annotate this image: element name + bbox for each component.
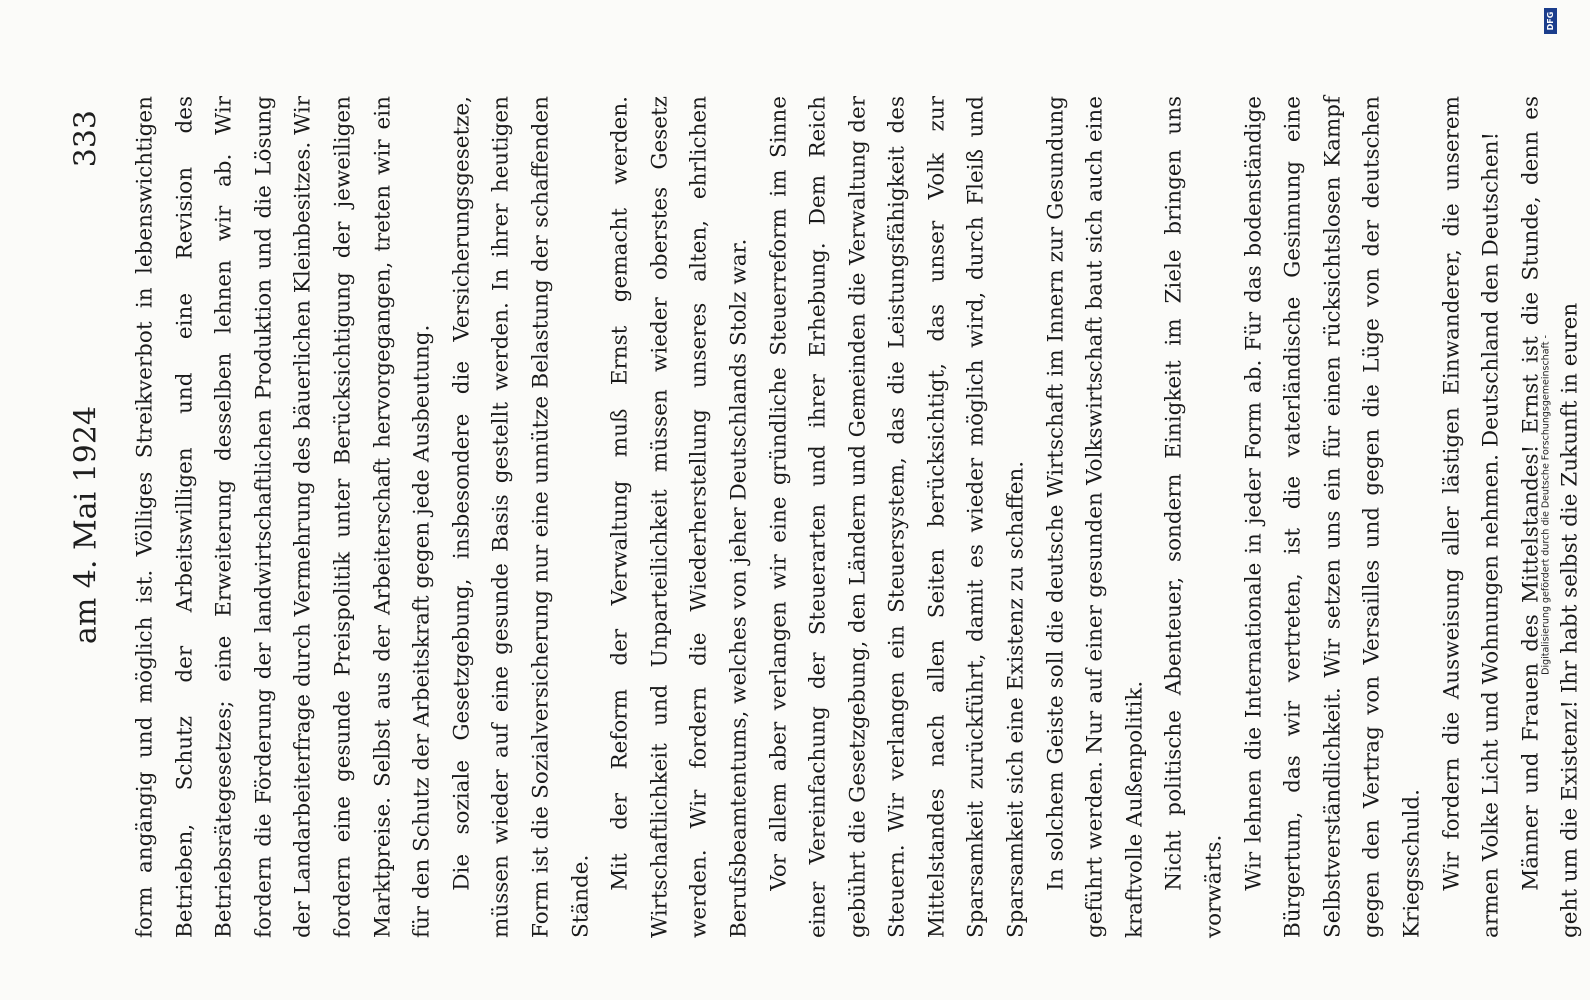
paragraph: Nicht politische Abenteuer, sondern Einigkeit im Ziele bringen uns vorwärts. [1161,96,1227,938]
dfg-logo [1544,8,1557,34]
paragraph: Männer und Frauen des Mittelstandes! Ernst ist die Stunde, denn es geht um die Existenz! Ihr habt selbst die Zukunft in euren [1517,96,1583,938]
paragraph: form angängig und möglich ist. Völliges Streikverbot in lebenswichtigen Betrieben, Schutz der Arbeitswilligen und eine Revision des Betriebsrätegesetzes; eine Erweiterung desselben lehnen wir ab. Wir fordern die Förderung der landwirtschaftlichen Produktion und die Lösung der Landarbeiterfrage durch Vermehrung des bäuerlichen Kleinbesitzes. Wir fordern eine gesunde Preispolitik unter Berücksichtigung der jeweiligen Marktpreise. Selbst aus der Arbeiterschaft hervorgegangen, treten wir ein für den Schutz der Arbeitskraft gegen jede Ausbeutung. [132,96,435,938]
digitization-credit [1534,10,1558,990]
svg-text:DFG: DFG [1546,11,1555,31]
digitization-credit-text: Digitalisierung gefördert durch die Deutsche Forschungsgemeinschaft - [1540,335,1552,675]
paragraph: Wir fordern die Ausweisung aller lästigen Einwanderer, die unserem armen Volke Licht und Wohnungen nehmen. Deutschland den Deutschen! [1438,96,1504,938]
body-text [125,96,1590,938]
dfg-logo-mark [1544,8,1557,34]
paragraph: Die soziale Gesetzgebung, insbesondere die Versicherungsgesetze, müssen wieder auf eine gesunde Basis gestellt werden. In ihrer heutigen Form ist die Sozialversicherung nur eine unnütze Belastung der schaffenden Stände. [448,96,593,938]
paragraph: Wir lehnen die Internationale in jeder Form ab. Für das bodenständige Bürgertum, das wir vertreten, ist die vaterländische Gesinnung eine Selbstverständlichkeit. Wir setzen uns ein für einen rücksichtslosen Kampf gegen den Vertrag von Versailles und gegen die Lüge von der deutschen Kriegsschuld. [1240,96,1424,938]
page-header [68,110,118,940]
page-number: 333 [68,110,103,168]
paragraph: Mit der Reform der Verwaltung muß Ernst gemacht werden. Wirtschaftlichkeit und Unparteilichkeit müssen wieder oberstes Gesetz werden. Wir fordern die Wiederherstellung unseres alten, ehrlichen Berufsbeamtentums, welches von jeher Deutschlands Stolz war. [607,96,751,938]
paragraph: In solchem Geiste soll die deutsche Wirtschaft im Innern zur Gesundung geführt werden. Nur auf einer gesunden Volkswirtschaft baut sich auch eine kraftvolle Außenpolitik. [1042,96,1147,938]
running-title: am 4. Mai 1924 [68,405,103,645]
paragraph: Vor allem aber verlangen wir eine gründliche Steuerreform im Sinne einer Vereinfachung der Steuerarten und ihrer Erhebung. Dem Reich gebührt die Gesetzgebung, den Ländern und Gemeinden die Verwaltung der Steuern. Wir verlangen ein Steuersystem, das die Leistungsfähigkeit des Mittelstandes nach allen Seiten berücksichtigt, das unser Volk zur Sparsamkeit zurückführt, damit es wieder möglich wird, durch Fleiß und Sparsamkeit sich eine Existenz zu schaffen. [765,96,1029,938]
